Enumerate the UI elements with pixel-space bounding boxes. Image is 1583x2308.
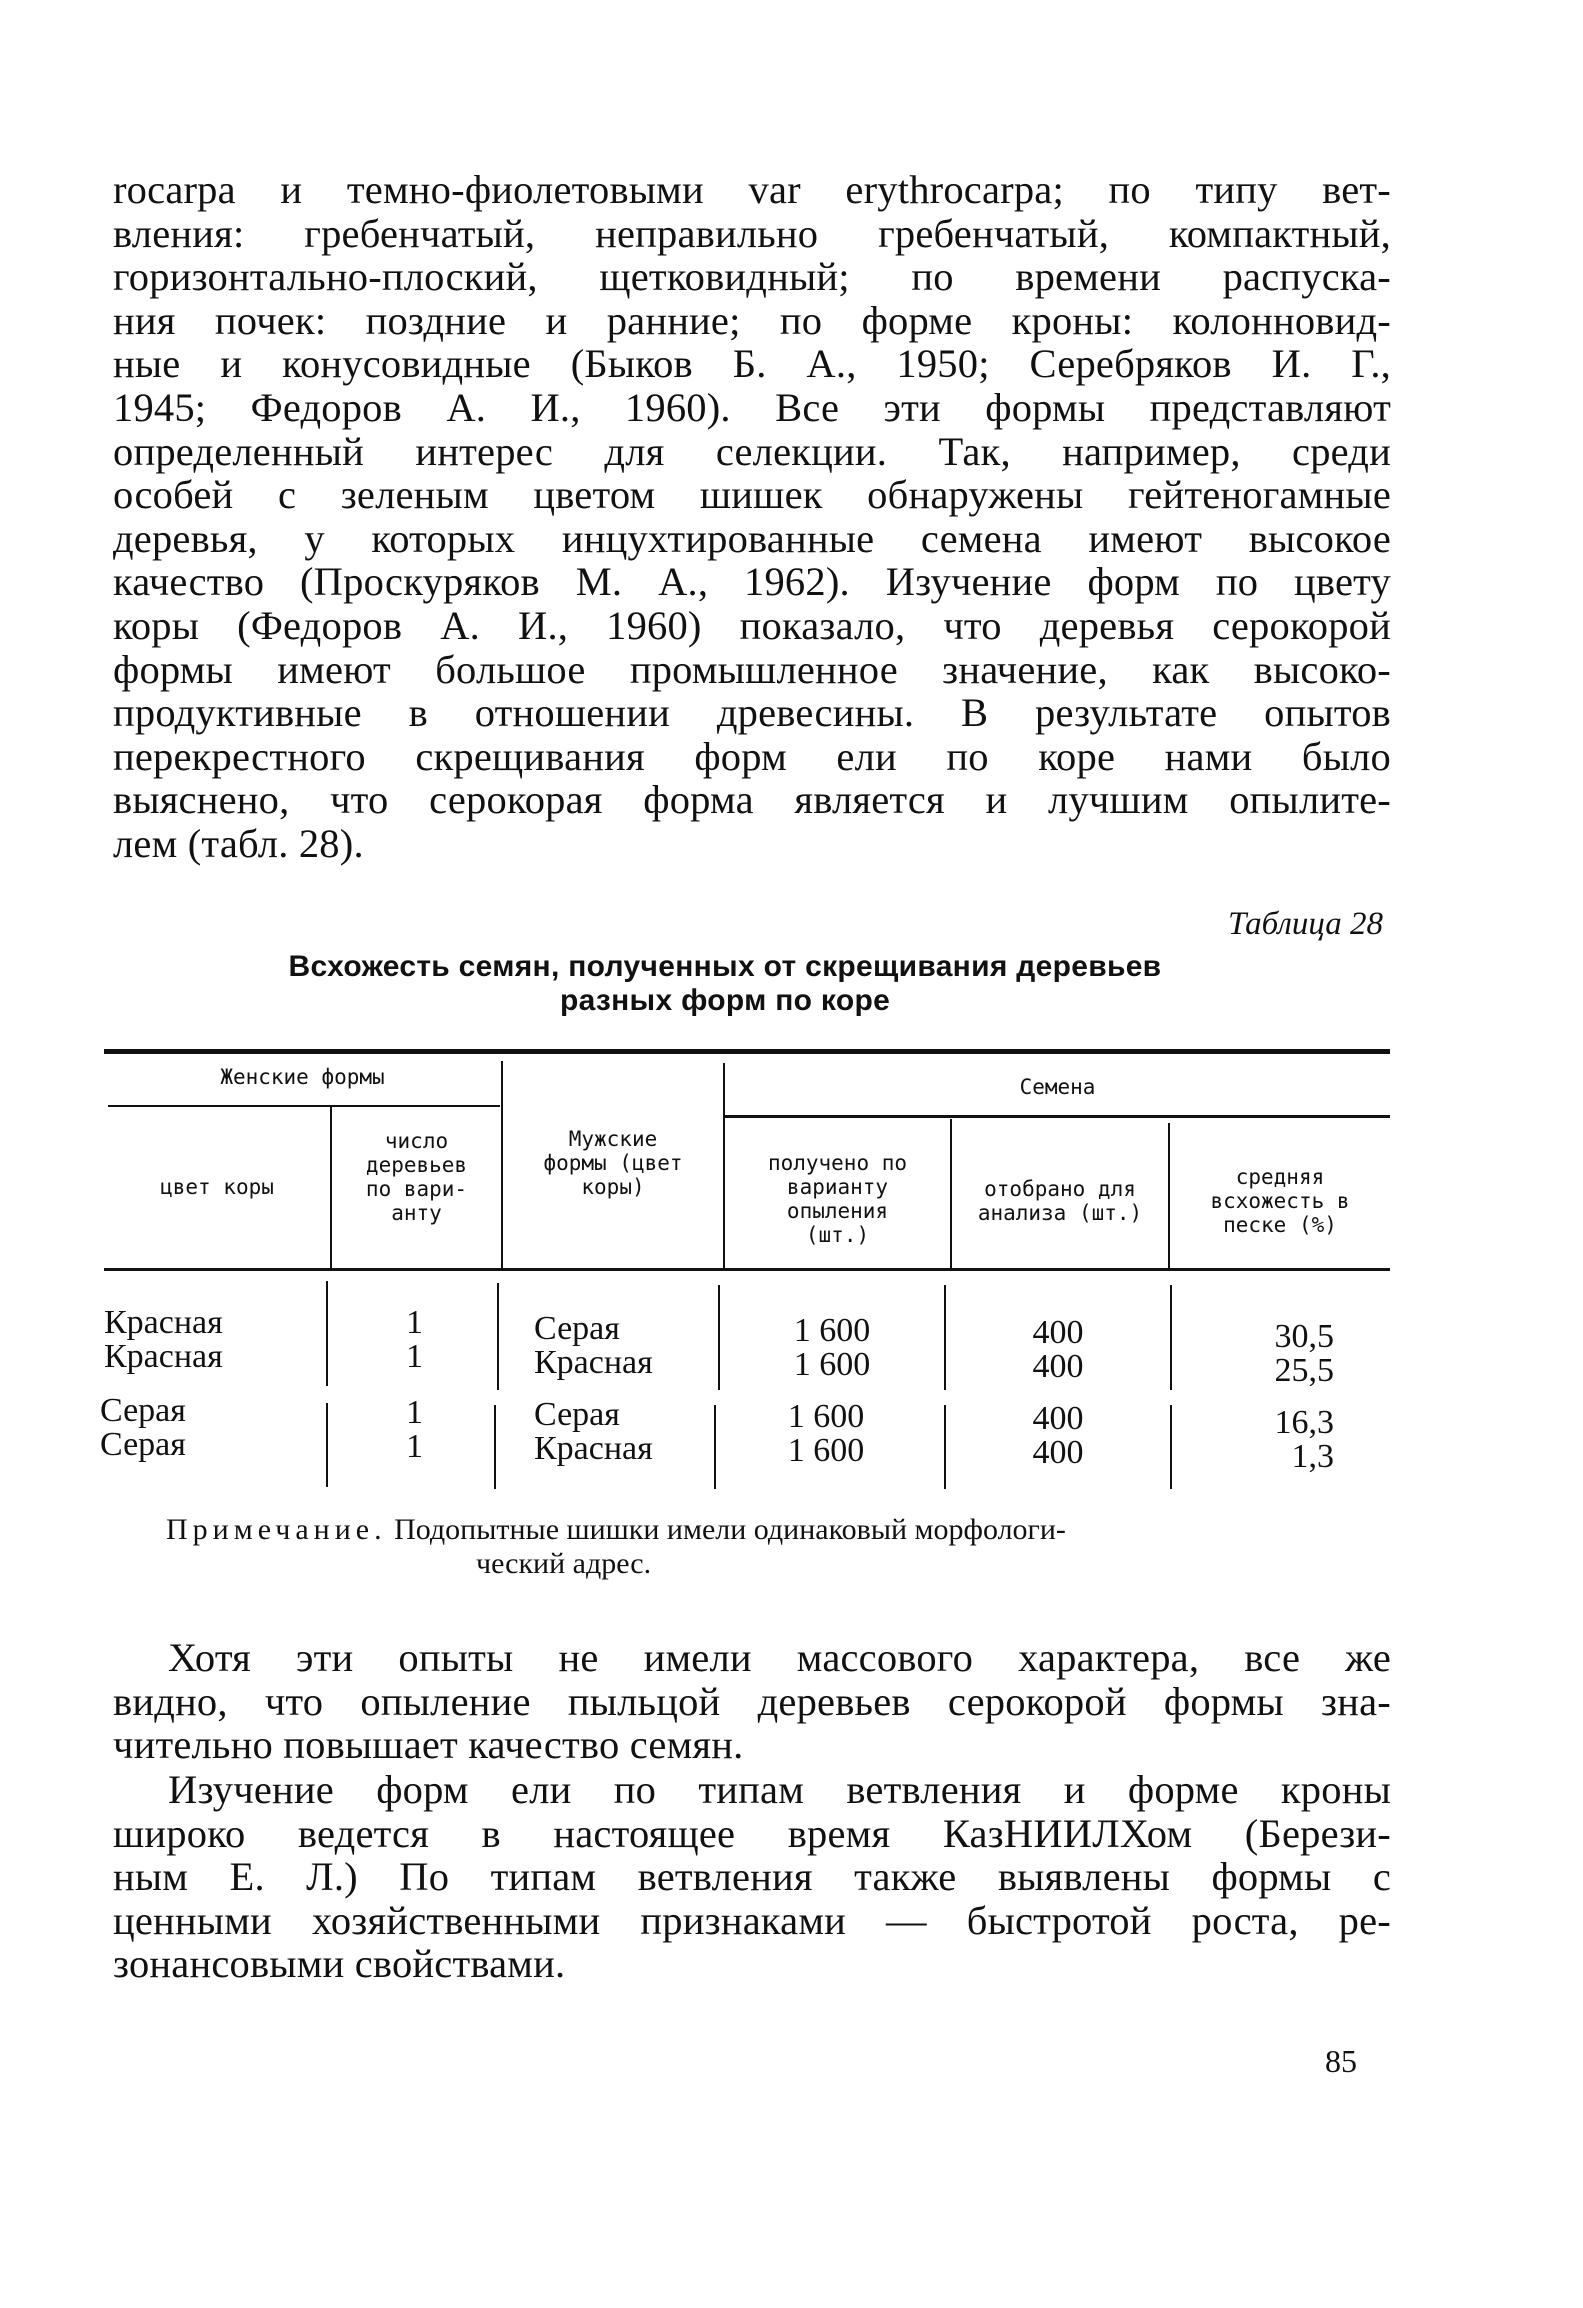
text-line: лем (табл. 28). — [113, 820, 364, 866]
cell-trees: 1 — [406, 1338, 423, 1375]
header-germination — [1170, 1165, 1390, 1237]
female-group-rule — [108, 1105, 500, 1107]
cell-male-bark: Красная — [534, 1344, 653, 1381]
cell-selected: 400 — [1032, 1434, 1084, 1471]
cell-female-bark: Серая — [100, 1426, 186, 1463]
table-title — [200, 950, 1250, 1018]
note-text: Подопытные шишки имели одинаковый морфологи- — [394, 1513, 1066, 1546]
col-divider — [1170, 1405, 1172, 1489]
header-seeds: Семена — [1019, 1075, 1096, 1099]
cell-trees: 1 — [406, 1394, 423, 1431]
text-line: 1945; Федоров А. И., 1960). Все эти формы представляют — [113, 384, 1391, 430]
text-line: деревья, у которых инцухтированные семена имеют высокое — [113, 515, 1391, 561]
header-tree-count — [332, 1129, 501, 1225]
header-selected — [952, 1177, 1168, 1225]
header-text: Мужские — [568, 1127, 658, 1151]
header-text: (шт.) — [805, 1223, 870, 1247]
text-line: Изучение форм ели по типам ветвления и форме кроны — [168, 1767, 1391, 1812]
text-line: коры (Федоров А. И., 1960) показало, что деревья серокорой — [113, 602, 1391, 648]
header-text: число — [384, 1129, 449, 1153]
cell-germination: 30,5 — [1274, 1318, 1334, 1355]
cell-obtained: 1 600 — [787, 1432, 865, 1469]
note-label: Примечание. — [166, 1513, 387, 1546]
text-line: формы имеют большое промышленное значение, как высоко- — [113, 646, 1391, 692]
cell-trees: 1 — [406, 1304, 423, 1341]
cell-obtained: 1 600 — [793, 1346, 871, 1383]
text-line: вления: гребенчатый, неправильно гребенчатый, компактный, — [113, 210, 1391, 256]
note-text: ческий адрес. — [476, 1547, 652, 1580]
table-top-rule — [104, 1049, 1390, 1054]
header-female-forms: Женские формы — [220, 1065, 385, 1089]
paragraph-conclusion — [113, 1636, 1391, 1767]
cell-selected: 400 — [1032, 1314, 1084, 1351]
text-line: ные и конусовидные (Быков Б. А., 1950; Серебряков И. Г., — [113, 341, 1391, 387]
cell-male-bark: Серая — [534, 1310, 620, 1347]
cell-selected: 400 — [1032, 1400, 1084, 1437]
text-line: ния почек: поздние и ранние; по форме кроны: колонновид- — [113, 297, 1391, 343]
header-bottom-rule — [104, 1268, 1390, 1271]
header-text: опыления — [786, 1199, 889, 1223]
text-line: продуктивные в отношении древесины. В результате опытов — [113, 690, 1391, 736]
cell-germination: 16,3 — [1274, 1404, 1334, 1441]
col-divider — [1170, 1285, 1172, 1390]
text-line: зонансовыми свойствами. — [113, 1941, 566, 1987]
paragraph-intro — [113, 168, 1391, 866]
header-text: коры) — [581, 1175, 645, 1199]
table-number: Таблица 28 — [1228, 906, 1383, 942]
text-line: выяснено, что серокорая форма является и лучшим опылите- — [113, 777, 1391, 823]
cell-obtained: 1 600 — [787, 1398, 865, 1435]
col-divider — [326, 1281, 328, 1386]
header-bark-color: цвет коры — [160, 1175, 274, 1199]
text-line: rocarpa и темно-фиолетовыми var erythrocarpa; по типу вет- — [113, 167, 1391, 212]
cell-selected: 400 — [1032, 1348, 1084, 1385]
text-line: определенный интерес для селекции. Так, например, среди — [113, 428, 1391, 474]
header-text: по вари- — [365, 1177, 468, 1201]
cell-female-bark: Серая — [100, 1392, 186, 1429]
cell-male-bark: Красная — [534, 1430, 653, 1467]
text-line: горизонтально-плоский, щетковидный; по времени распуска- — [113, 254, 1391, 300]
header-text: песке (%) — [1223, 1213, 1337, 1237]
header-text: получено по — [767, 1151, 908, 1175]
table-note — [166, 1513, 1391, 1581]
cell-germination: 25,5 — [1274, 1352, 1334, 1389]
text-line: видно, что опыление пыльцой деревьев серокорой формы зна- — [113, 1678, 1391, 1724]
header-text: отобрано для — [984, 1177, 1136, 1201]
header-obtained — [725, 1151, 950, 1247]
header-text: всхожесть в — [1210, 1189, 1350, 1213]
header-text: анту — [391, 1201, 442, 1225]
header-text: деревьев — [365, 1153, 468, 1177]
text-line: Хотя эти опыты не имели массового характера, все же — [168, 1635, 1391, 1680]
text-line: широко ведется в настоящее время КазНИИЛХом (Берези- — [113, 1810, 1391, 1856]
cell-female-bark: Красная — [104, 1304, 223, 1341]
col-divider — [326, 1403, 328, 1487]
text-line: ным Е. Л.) По типам ветвления также выявлены формы с — [113, 1854, 1391, 1900]
table-title-line: Всхожесть семян, полученных от скрещивания деревьев — [288, 950, 1162, 983]
seeds-group-rule — [724, 1115, 1390, 1118]
header-text: анализа (шт.) — [977, 1201, 1143, 1225]
cell-female-bark: Красная — [104, 1338, 223, 1375]
text-line: чительно повышает качество семян. — [113, 1722, 744, 1768]
cell-trees: 1 — [406, 1428, 423, 1465]
text-line: особей с зеленым цветом шишек обнаружены гейтеногамные — [113, 472, 1391, 518]
header-text: формы (цвет — [543, 1151, 683, 1175]
text-line: перекрестного скрещивания форм ели по коре нами было — [113, 733, 1391, 779]
cell-male-bark: Серая — [534, 1396, 620, 1433]
header-male-forms — [503, 1127, 723, 1199]
header-text: варианту — [786, 1175, 889, 1199]
paragraph-branching — [113, 1768, 1391, 1986]
table-title-line: разных форм по коре — [559, 984, 891, 1017]
cell-obtained: 1 600 — [793, 1312, 871, 1349]
cell-germination: 1,3 — [1291, 1438, 1334, 1475]
page-number: 85 — [1325, 2043, 1357, 2079]
text-line: качество (Проскуряков М. А., 1962). Изучение форм по цвету — [113, 559, 1391, 605]
header-text: средняя — [1235, 1165, 1325, 1189]
data-table — [100, 1049, 1390, 1489]
text-line: ценными хозяйственными признаками — быстротой роста, ре- — [113, 1897, 1391, 1943]
